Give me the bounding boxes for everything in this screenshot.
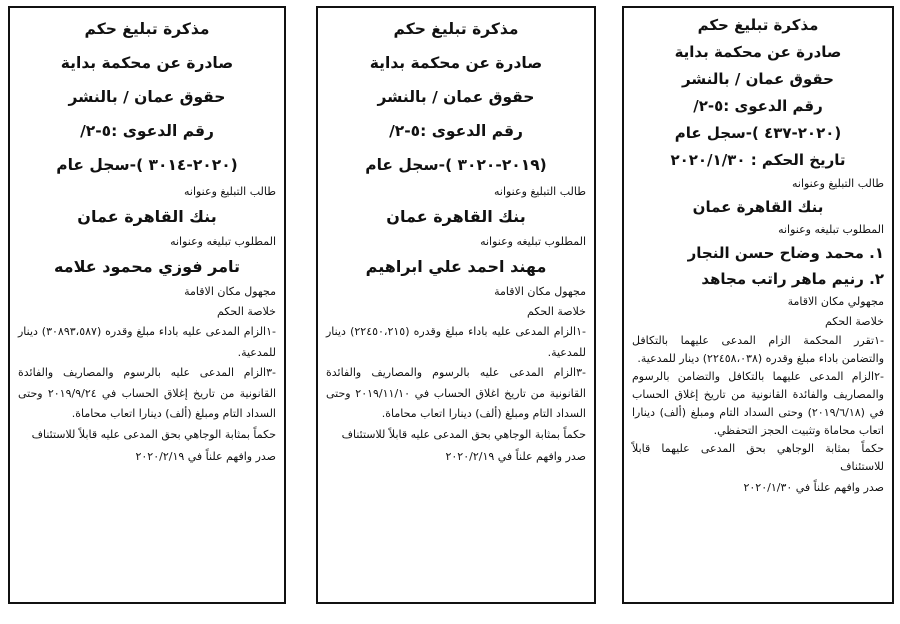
judgment-clause-2: -٣الزام المدعى عليه بالرسوم والمصاريف والفائدة القانونية من تاريخ اغلاق الحساب في ٢٠١٩/١١/١٠ وحتى السداد التام ومبلغ (ألف) دينارا اتعاب محاماة. [326, 366, 586, 420]
judgment-clause-3: حكماً بمثابة الوجاهي بحق المدعى عليه قابلاً للاستئناف [341, 427, 586, 441]
residence-status: مجهول مكان الاقامة [494, 285, 586, 298]
applicant-label: طالب التبليغ وعنوانه [183, 185, 276, 198]
respondent-name-1: ١. محمد وضاح حسن النجار [687, 244, 884, 262]
summary-label: خلاصة الحكم [526, 305, 586, 318]
notice-title: مذكرة تبليغ حكم [393, 20, 519, 38]
case-number: رقم الدعوى :٥-٢/ [693, 97, 823, 115]
court-division: حقوق عمان / بالنشر [682, 70, 834, 88]
applicant-label: طالب التبليغ وعنوانه [493, 185, 586, 198]
judgment-clause-1: -١تقرر المحكمة الزام المدعى عليهما بالتكافل والتضامن باداء مبلغ وقدره (٢٢٤٥٨،٠٣٨) دينار للمدعية. [632, 334, 884, 365]
issue-date: صدر وافهم علناً في ٢٠٢٠/٢/١٩ [445, 450, 586, 463]
judgment-clause-3: حكماً بمثابة الوجاهي بحق المدعى عليه قابلاً للاستئناف [31, 427, 276, 441]
issue-date: صدر وافهم علناً في ٢٠٢٠/٢/١٩ [135, 450, 276, 463]
summary-label: خلاصة الحكم [216, 305, 276, 318]
case-register: (٢٠٢٠-٤٣٧ )-سجل عام [674, 124, 842, 142]
judgment-clause-2: -٣الزام المدعى عليه بالرسوم والمصاريف والفائدة القانونية من تاريخ إغلاق الحساب في ٢٠١٩/٩/٢٤ وحتى السداد التام ومبلغ (ألف) دينارا اتعاب محاماة. [18, 366, 276, 420]
applicant-label: طالب التبليغ وعنوانه [791, 177, 884, 190]
judgment-clause-2: -٢الزام المدعى عليهما بالتكافل والتضامن بالرسوم والمصاريف والفائدة القانونية من تاريخ إغلاق الحساب في (٢٠١٩/٦/١٨) وحتى السداد التام ومبلغ (ألف) دينارا اتعاب محاماة وتثبيت الحجز التحفظي. [632, 370, 884, 437]
judgment-notice-muhannad [316, 6, 596, 604]
respondent-name: مهند احمد علي ابراهيم [365, 257, 547, 276]
case-number: رقم الدعوى :٥-٢/ [389, 122, 523, 140]
respondent-name-2: ٢. رنيم ماهر راتب مجاهد [701, 270, 884, 288]
residence-status: مجهولي مكان الاقامة [787, 295, 884, 308]
judgment-date: تاريخ الحكم : ٢٠٢٠/١/٣٠ [670, 151, 846, 169]
residence-status: مجهول مكان الاقامة [184, 285, 276, 298]
applicant-name: بنك القاهرة عمان [77, 207, 217, 226]
applicant-name: بنك القاهرة عمان [692, 198, 824, 216]
issuing-court: صادرة عن محكمة بداية [674, 43, 842, 61]
respondent-name: تامر فوزي محمود علامه [53, 257, 241, 276]
applicant-name: بنك القاهرة عمان [386, 207, 526, 226]
judgment-notice-najjar [622, 6, 894, 604]
court-division: حقوق عمان / بالنشر [68, 88, 226, 106]
judgment-notice-tamer [8, 6, 286, 604]
court-division: حقوق عمان / بالنشر [377, 88, 535, 106]
issuing-court: صادرة عن محكمة بداية [369, 54, 543, 72]
case-register: (٢٠٢٠-٣٠١٤ )-سجل عام [56, 156, 238, 174]
notice-title: مذكرة تبليغ حكم [697, 16, 819, 34]
judgment-clause-1: -١الزام المدعى عليه باداء مبلغ وقدره (٢٢٤٥٠،٢١٥) دينار للمدعية. [326, 325, 586, 359]
issuing-court: صادرة عن محكمة بداية [60, 54, 234, 72]
notice-title: مذكرة تبليغ حكم [84, 20, 210, 38]
judgment-clause-3: حكماً بمثابة الوجاهي بحق المدعى عليهما قابلاً للاستئناف [632, 442, 884, 473]
issue-date: صدر وافهم علناً في ٢٠٢٠/١/٣٠ [743, 481, 884, 494]
respondent-label: المطلوب تبليغه وعنوانه [480, 235, 586, 248]
respondent-label: المطلوب تبليغه وعنوانه [170, 235, 276, 248]
judgment-clause-1: -١الزام المدعى عليه باداء مبلغ وقدره (٣٠٨٩٣،٥٨٧) دينار للمدعية. [18, 325, 277, 359]
respondent-label: المطلوب تبليغه وعنوانه [778, 223, 884, 236]
case-register: (٢٠١٩-٣٠٢٠ )-سجل عام [365, 156, 547, 174]
summary-label: خلاصة الحكم [824, 315, 884, 328]
case-number: رقم الدعوى :٥-٢/ [80, 122, 214, 140]
